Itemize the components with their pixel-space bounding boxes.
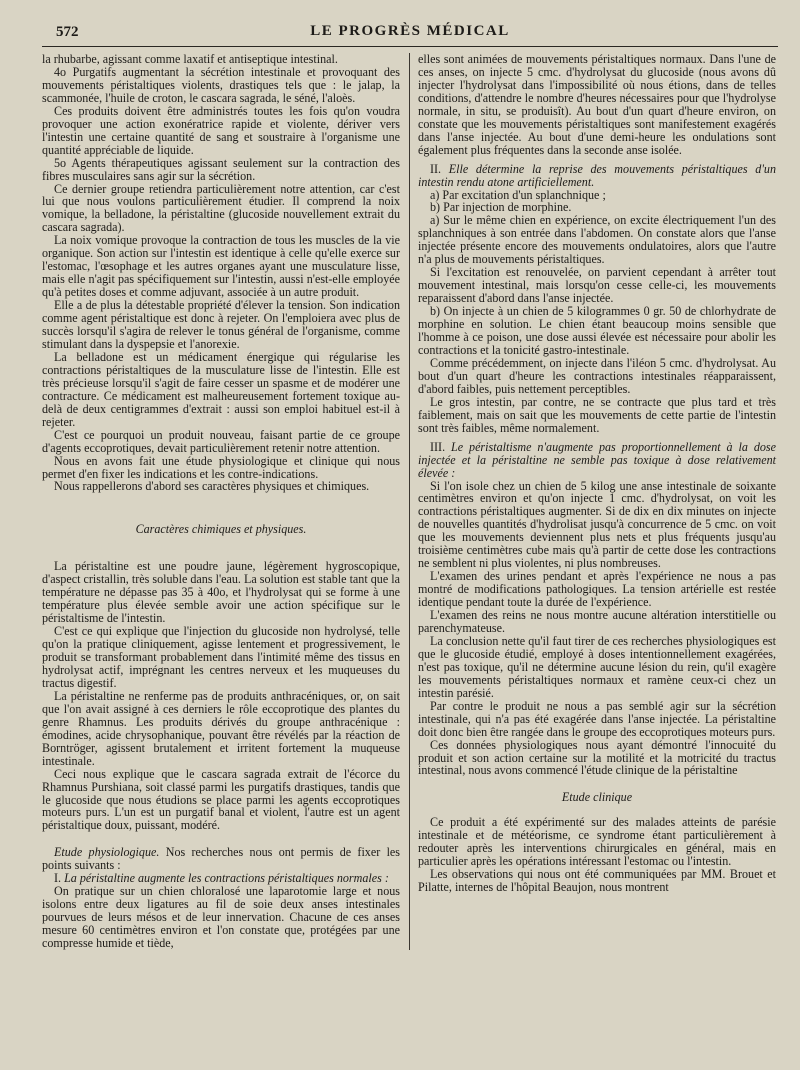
journal-title: LE PROGRÈS MÉDICAL	[310, 23, 510, 39]
paragraph: La conclusion nette qu'il faut tirer de ces recherches physiologiques est que le glucoside étudié, employé à doses intentionnellement exagérées, n'est pas toxique, qu'il ne détermine aucune lésion du rein, qu'il exagère les mouvements péristaltiques normaux et ramène ceux-ci chez un intestin parésié.	[418, 633, 776, 700]
paragraph: a) Sur le même chien en expérience, on excite électriquement l'un des splanchniques à son entrée dans l'abdomen. On constate alors que l'anse injectée présente encore des mouvements ondulatoires, alors que l'autre n'a plus de mouvements péristaltiques.	[418, 213, 776, 267]
paragraph: Les observations qui nous ont été communiquées par MM. Brouet et Pilatte, internes de l'hôpital Beaujon, nous montrent	[418, 867, 776, 895]
paragraph: Ce produit a été expérimenté sur des malades atteints de parésie intestinale et de météorisme, ce syndrome étant particulièrement à redouter après les interventions chirurgicales en général, mais en particulier après les opérations intéressant l'estomac ou l'intestin.	[418, 815, 776, 869]
column-divider	[409, 53, 410, 950]
point-number: I.	[54, 871, 65, 886]
paragraph: 5o Agents thérapeutiques agissant seulement sur la contraction des fibres musculaires sans agir sur la sécrétion.	[42, 155, 400, 183]
left-column	[42, 53, 400, 950]
paragraph	[418, 441, 776, 480]
text-columns	[42, 53, 778, 950]
paragraph: b) Par injection de morphine.	[430, 200, 572, 215]
paragraph: 4o Purgatifs augmentant la sécrétion intestinale et provoquant des mouvements péristaltiques violents, drastiques tels que : le jalap, la scammonée, l'huile de croton, le cascara sagrada, le séné, l'aloès.	[42, 64, 400, 105]
paragraph: Par contre le produit ne nous a pas semblé agir sur la sécrétion intestinale, qui n'a pas été exagérée dans l'anse injectée. La péristaltine doit donc bien être rangée dans le groupe des eccoprotiques moteurs purs.	[418, 698, 776, 739]
point-title: Elle détermine la reprise des mouvements péristaltiques d'un intestin rendu atone artificiellement.	[418, 161, 777, 189]
point-title: Le péristaltisme n'augmente pas proportionnellement à la dose injectée et la péristaltine ne semble pas toxique à dose relativement élevée :	[418, 439, 776, 480]
paragraph: Ces produits doivent être administrés toutes les fois qu'on voudra provoquer une action exonératrice rapide et violente, dériver vers l'intestin une certaine quantité de sang et soustraire à l'organisme une quantité appréciable de liquide.	[42, 103, 400, 157]
section-lead-physiology: Etude physiologique.	[54, 845, 160, 860]
paragraph	[418, 163, 776, 189]
paragraph: Comme précédemment, on injecte dans l'iléon 5 cmc. d'hydrolysat. Au bout d'un quart d'heure les contractions intestinales réapparaissent, d'abord faibles, puis nettement perceptibles.	[418, 355, 776, 396]
point-number: III.	[430, 439, 452, 454]
paragraph: La belladone est un médicament énergique qui régularise les contractions péristaltiques de la musculature lisse de l'intestin. Elle est très précieuse lorsqu'il s'agit de faire cesser un spasme et de modérer une contracture. Ce médicament est malheureusement fortement toxique au-delà de deux centigrammes d'extrait : aussi son emploi habituel est-il à rejeter.	[42, 349, 400, 429]
paragraph: Si l'on isole chez un chien de 5 kilog une anse intestinale de soixante centimètres environ et qu'on injecte 1 cmc. d'hydrolysat, on voit les contractions péristaltiques augmenter. Si de dix en dix minutes on injecte de nouvelles quantités d'hydrolisat jusqu'à concurrence de 5 cmc. on voit que les mouvements deviennent plus nets et plus fréquents jusqu'au troisième centimètres cube mais qu'à partir de cette dose les contractions ne semblent ni plus violentes, ni plus nombreuses.	[418, 478, 776, 571]
paragraph: la rhubarbe, agissant comme laxatif et antiseptique intestinal.	[42, 52, 338, 66]
paragraph: C'est ce qui explique que l'injection du glucoside non hydrolysé, telle qu'on la pratique cliniquement, agisse lentement et progressivement, le produit se transformant probablement dans l'intimité même des tissus en hydrolysat actif, imprégnant les centres nerveux et les muqueuses du tractus digestif.	[42, 624, 400, 690]
paragraph: b) On injecte à un chien de 5 kilogrammes 0 gr. 50 de chlorhydrate de morphine en solution. Le chien étant beaucoup moins sensible que l'homme à ce poison, une dose aussi élevée est nécessaire pour abolir les contractions et la tonicité gastro-intestinale.	[418, 304, 776, 357]
page-header	[42, 22, 778, 47]
paragraph: Ce dernier groupe retiendra particulièrement notre attention, car c'est lui que nous voulons particulièrement étudier. Il comprend la noix vomique, la belladone, la péristaltine (glucoside nouvellement extrait du cascara sagrada).	[42, 181, 400, 235]
paragraph: La péristaltine est une poudre jaune, légèrement hygroscopique, d'aspect cristallin, très soluble dans l'eau. La solution est stable tant que la température ne dépasse pas 35 à 40o, et l'hydrolysat qui se forme à une température plus élevée semble avoir une action spécifique sur le péristaltisme de l'intestin.	[42, 559, 400, 626]
paragraph: Nous rappellerons d'abord ses caractères physiques et chimiques.	[54, 479, 370, 494]
paragraph: a) Par excitation d'un splanchnique ;	[430, 187, 606, 202]
point-title: La péristaltine augmente les contractions péristaltiques normales :	[64, 871, 389, 886]
paragraph: La péristaltine ne renferme pas de produits anthracéniques, or, on sait que l'on avait assigné à ces derniers le rôle eccoprotique des plantes du genre Rhamnus. Les produits dérivés du groupe anthracénique : émodines, acide chrysophanique, pouvant être révélés par la réaction de Borntröger, agissent brutalement et irritent fortement la muqueuse intestinale.	[42, 688, 400, 768]
paragraph: C'est ce pourquoi un produit nouveau, faisant partie de ce groupe d'agents eccoprotiques, devait particulièrement retenir notre attention.	[42, 427, 400, 455]
paragraph: Le gros intestin, par contre, ne se contracte que plus tard et très faiblement, mais on sait que les mouvements de cette partie de l'intestin sont très faibles, même normalement.	[418, 394, 776, 435]
paragraph: Si l'excitation est renouvelée, on parvient cependant à arrêter tout mouvement intestinal, mais lorsqu'on cesse celle-ci, les mouvements reparaissent d'abord dans l'anse injectée.	[418, 265, 776, 306]
paragraph	[42, 846, 400, 872]
paragraph: elles sont animées de mouvements péristaltiques normaux. Dans l'une de ces anses, on injecte 5 cmc. d'hydrolysat du glucoside (nous avons dû injecter l'hydrolysat dans l'impossibilité où nous étions, dans de telles conditions, d'attendre le nombre d'heures nécessaires pour que l'hydrolyse normale, in situ, se produisît). Au bout d'un quart d'heure environ, on constate que les mouvements péristaltiques sont manifestement exagérés dans l'anse injectée. Au bout d'une demi-heure les ondulations sont également plus fréquentes dans la seconde anse isolée.	[418, 52, 776, 157]
section-heading-chemical: Caractères chimiques et physiques.	[135, 522, 307, 537]
paragraph: La noix vomique provoque la contraction de tous les muscles de la vie organique. Son action sur l'intestin est identique à celle qu'elle exerce sur l'estomac, l'œsophage et les autres organes ayant une musculature lisse, mais elle n'agit pas spécifiquement sur l'intestin, aussi n'est-elle employée qu'à petites doses et comme adjuvant, associée à un autre produit.	[42, 233, 400, 300]
point-number: II.	[430, 161, 449, 176]
page-number: 572	[56, 24, 79, 40]
section-heading-clinical: Etude clinique	[561, 790, 633, 805]
paragraph: Ceci nous explique que le cascara sagrada extrait de l'écorce du Rhamnus Purshiana, soit classé parmi les purgatifs drastiques, tandis que le glucoside que nous étudions se place parmi les agents eccoprotiques moteurs purs. L'un est un purgatif banal et violent, l'autre est un agent péristaltique doux, puissant, modéré.	[42, 766, 400, 833]
paragraph: On pratique sur un chien chloralosé une laparotomie large et nous isolons entre deux ligatures au fil de soie deux anses intestinales pourvues de leurs mésos et de leur innervation. Chacune de ces anses mesure 60 centimètres environ et l'on constate que, protégées par une compresse humide et tiède,	[42, 884, 400, 951]
paragraph: Elle a de plus la détestable propriété d'élever la tension. Son indication comme agent péristaltique est donc à rejeter. On l'emploiera avec plus de succès lorsqu'il s'agira de relever le tonus général de l'organisme, comme stimulant dans la dyspepsie et l'anorexie.	[42, 298, 400, 351]
paragraph-text: Nos recherches nous ont permis de fixer les points suivants :	[42, 845, 401, 873]
right-column	[418, 53, 776, 950]
paragraph: Nous en avons fait une étude physiologique et clinique qui nous permet d'en fixer les indications et les contre-indications.	[42, 453, 400, 481]
paragraph: L'examen des reins ne nous montre aucune altération interstitielle ou parenchymateuse.	[418, 608, 776, 635]
paragraph: Ces données physiologiques nous ayant démontré l'innocuité du produit et son action certaine sur la motilité et la motricité du tractus intestinal, nous avons commencé l'étude clinique de la péristaltine	[418, 737, 776, 778]
paragraph: L'examen des urines pendant et après l'expérience ne nous a pas montré de modifications pathologiques. La tension artérielle est restée identique pendant toute la durée de l'expérience.	[418, 569, 776, 610]
